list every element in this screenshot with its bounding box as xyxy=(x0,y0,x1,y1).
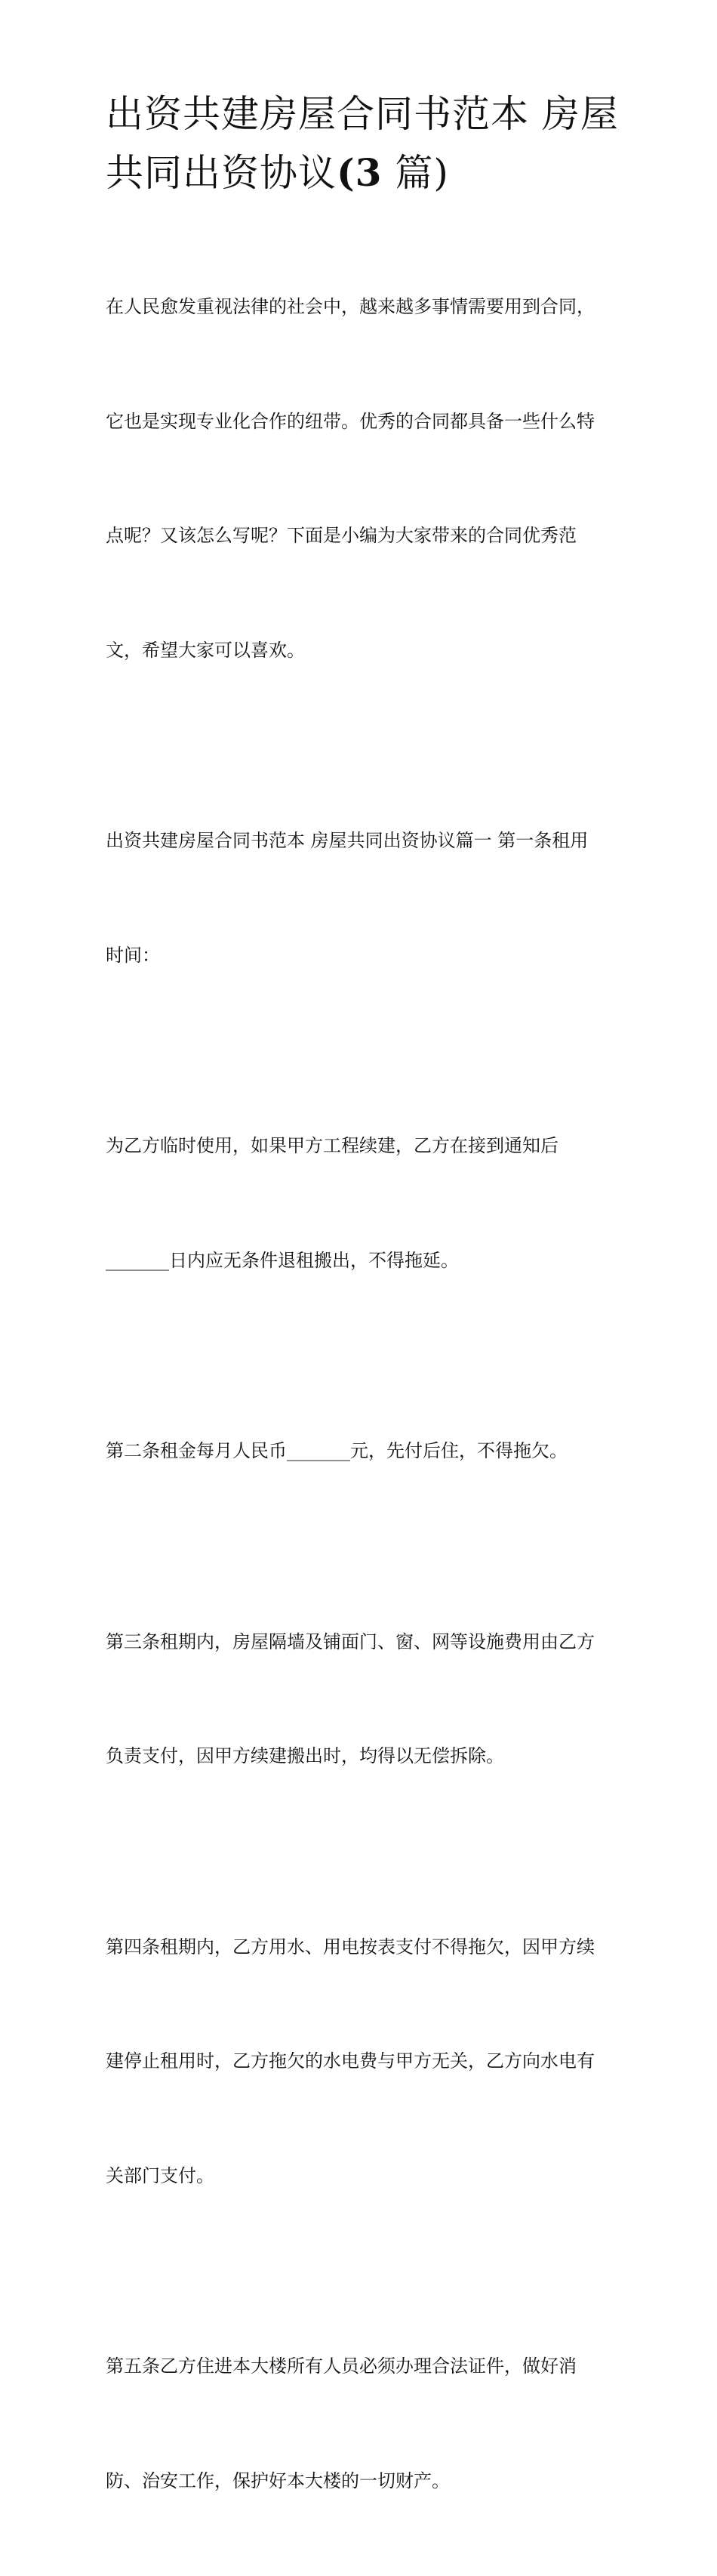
title-count-suffix: 篇) xyxy=(382,151,449,195)
title-line-2 xyxy=(106,143,626,202)
paragraph-line: 负责支付，因甲方续建搬出时，均得以无偿拆除。 xyxy=(106,1745,504,1766)
document-body xyxy=(106,211,626,2576)
paragraph-line: 在人民愈发重视法律的社会中，越来越多事情需要用到合同， xyxy=(106,296,595,317)
paragraph-line: _______日内应无条件退租搬出，不得拖延。 xyxy=(106,1249,459,1271)
paragraph-line: 出资共建房屋合同书范本 房屋共同出资协议篇一 第一条租用 xyxy=(106,830,589,851)
paragraph-article-1-body xyxy=(106,1050,626,1356)
paragraph-line: 第二条租金每月人民币_______元，先付后住，不得拖欠。 xyxy=(106,1440,568,1461)
document-title xyxy=(106,85,626,202)
paragraph-line: 第三条租期内，房屋隔墙及铺面门、窗、网等设施费用由乙方 xyxy=(106,1630,595,1652)
paragraph-line: 文，希望大家可以喜欢。 xyxy=(106,639,305,661)
paragraph-line: 为乙方临时使用，如果甲方工程续建，乙方在接到通知后 xyxy=(106,1135,559,1156)
paragraph-line: 关部门支付。 xyxy=(106,2164,214,2186)
paragraph-article-3 xyxy=(106,1547,626,1852)
paragraph-line: 时间： xyxy=(106,944,160,966)
title-count: (3 xyxy=(337,150,383,195)
title-line-1: 出资共建房屋合同书范本 房屋 xyxy=(106,92,619,136)
paragraph-article-4 xyxy=(106,1852,626,2272)
paragraph-intro xyxy=(106,211,626,745)
paragraph-line: 第四条租期内，乙方用水、用电按表支付不得拖欠，因甲方续 xyxy=(106,1936,595,1957)
paragraph-article-5 xyxy=(106,2271,626,2576)
paragraph-line: 点呢？又该怎么写呢？下面是小编为大家带来的合同优秀范 xyxy=(106,525,577,546)
paragraph-line: 第五条乙方住进本大楼所有人员必须办理合法证件，做好消 xyxy=(106,2355,577,2377)
paragraph-article-2 xyxy=(106,1356,626,1547)
title-line-2-text: 共同出资协议 xyxy=(106,151,337,195)
paragraph-article-1-heading xyxy=(106,745,626,1050)
paragraph-line: 防、治安工作，保护好本大楼的一切财产。 xyxy=(106,2470,450,2491)
paragraph-line: 建停止租用时，乙方拖欠的水电费与甲方无关，乙方向水电有 xyxy=(106,2050,595,2072)
paragraph-line: 它也是实现专业化合作的纽带。优秀的合同都具备一些什么特 xyxy=(106,410,595,432)
